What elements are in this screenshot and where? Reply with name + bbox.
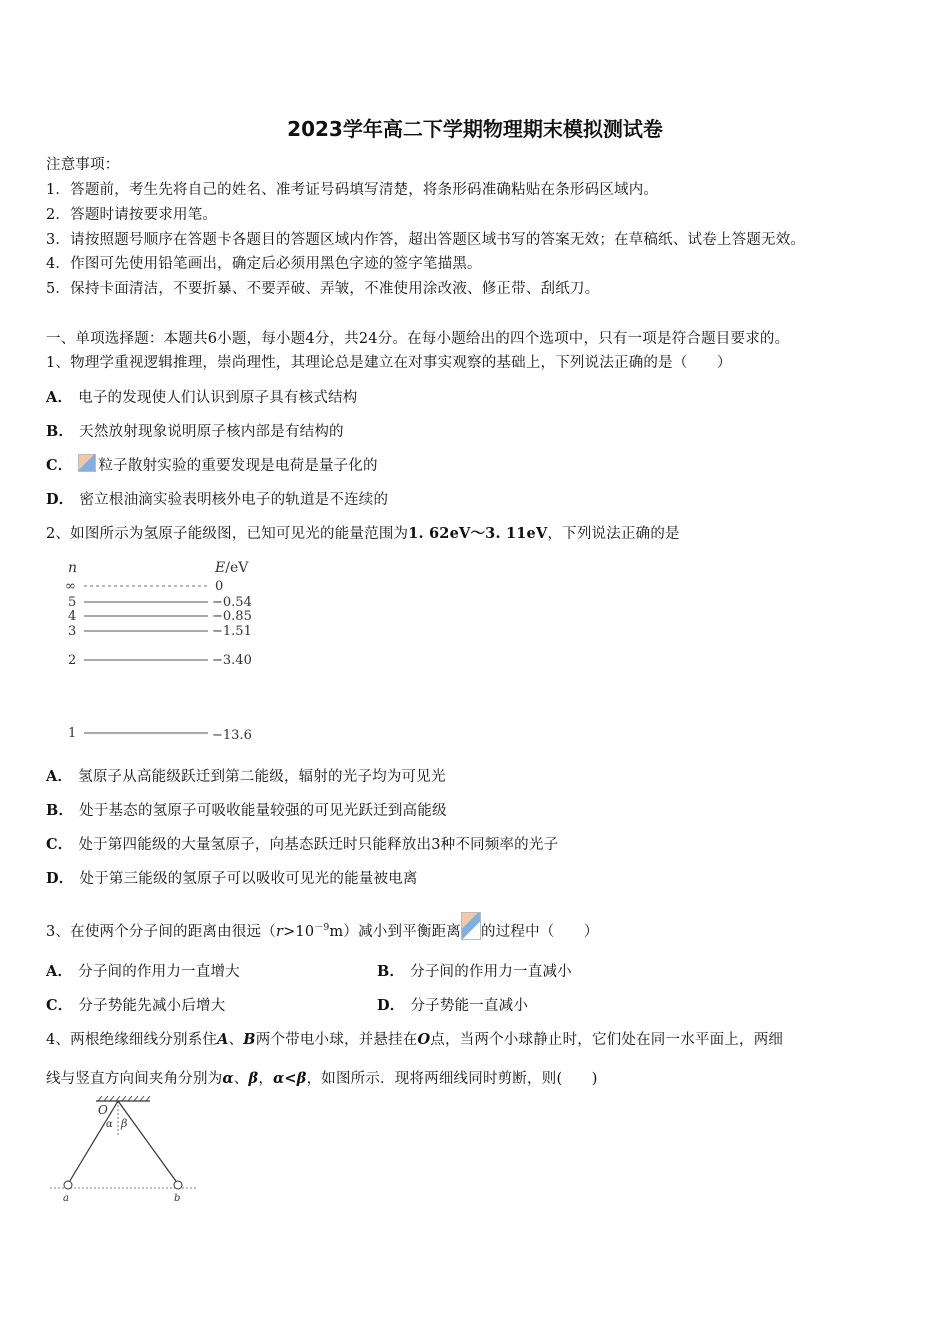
question-1-stem: 1、物理学重视逻辑推理，崇尚理性，其理论总是建立在对事实观察的基础上，下列说法正确的是（ ）	[46, 355, 732, 371]
question-1-option-c	[46, 454, 378, 475]
point-o-label: O	[417, 1031, 431, 1048]
option-text: 处于第三能级的氢原子可以吸收可见光的能量被电离	[79, 871, 418, 887]
energy-axis-label: E/eV	[215, 560, 249, 576]
level-e-1: −13.6	[212, 728, 252, 743]
n-axis-label: n	[68, 560, 78, 576]
stem-text: ，下列说法正确的是	[547, 526, 680, 542]
pendulum-diagram	[46, 1095, 206, 1205]
ball-a	[64, 1181, 72, 1189]
option-label: A．	[46, 768, 73, 785]
notice-item-2: 2．答题时请按要求用笔。	[46, 207, 218, 223]
page-title: 2023学年高二下学期物理期末模拟测试卷	[287, 117, 663, 141]
option-label: C．	[46, 836, 73, 853]
stem-text: 两个带电小球，并悬挂在	[255, 1032, 418, 1048]
energy-range: 1. 62eV～3. 11eV	[408, 525, 548, 542]
option-text: 天然放射现象说明原子核内部是有结构的	[79, 424, 344, 440]
option-text: 密立根油滴实验表明核外电子的轨道是不连续的	[79, 492, 389, 508]
notice-item-5: 5．保持卡面清洁，不要折暴、不要弄破、弄皱，不准使用涂改液、修正带、刮纸刀。	[46, 281, 600, 297]
option-text: 分子间的作用力一直减小	[410, 964, 572, 980]
level-e-5: −0.54	[212, 595, 252, 610]
alpha-symbol: α	[222, 1070, 234, 1087]
question-3-option-c	[46, 994, 225, 1015]
level-e-3: −1.51	[212, 624, 252, 639]
level-n-5: 5	[68, 595, 77, 610]
ball-a-label: A	[217, 1031, 229, 1048]
question-3-option-a	[46, 960, 240, 981]
stem-text: m）减小到平衡距离	[329, 924, 461, 940]
notice-item-4: 4．作图可先使用铅笔画出，确定后必须用黑色字迹的签字笔描黑。	[46, 256, 482, 272]
question-2-option-c	[46, 833, 558, 854]
broken-image-icon	[78, 454, 96, 472]
question-3-stem	[46, 912, 599, 941]
ball-b-label: B	[243, 1031, 256, 1048]
option-text: 处于基态的氢原子可吸收能量较强的可见光跃迁到高能级	[79, 803, 447, 819]
stem-text: 点，当两个小球静止时，它们处在同一水平面上，两细	[430, 1032, 784, 1048]
level-n-4: 4	[68, 609, 77, 624]
question-1-option-d	[46, 488, 388, 509]
option-label: C．	[46, 457, 73, 474]
hydrogen-energy-level-diagram	[60, 555, 280, 750]
stem-text: 、	[228, 1032, 244, 1048]
level-n-1: 1	[68, 726, 77, 741]
option-text: 分子势能一直减小	[410, 998, 529, 1014]
angle-condition: α<β	[273, 1070, 307, 1087]
option-text: 处于第四能级的大量氢原子，向基态跃迁时只能释放出3种不同频率的光子	[78, 837, 559, 853]
option-label: D．	[46, 870, 74, 887]
option-label: A．	[46, 389, 73, 406]
ball-b-label: b	[174, 1193, 181, 1204]
option-label: C．	[46, 997, 73, 1014]
option-label: B．	[46, 802, 74, 819]
question-2-option-d	[46, 867, 418, 888]
string-a	[68, 1101, 118, 1184]
string-b	[118, 1101, 178, 1184]
question-2-option-a	[46, 765, 446, 786]
point-o-label: O	[98, 1103, 108, 1117]
variable-r: r	[275, 924, 284, 940]
level-n-inf: ∞	[65, 579, 76, 594]
stem-text: 2、如图所示为氢原子能级图，已知可见光的能量范围为	[46, 526, 409, 542]
level-n-2: 2	[68, 653, 77, 668]
question-2-stem	[46, 522, 680, 543]
stem-text: 线与竖直方向间夹角分别为	[46, 1071, 223, 1087]
alpha-label: α	[106, 1119, 113, 1130]
question-1-option-b	[46, 420, 344, 441]
stem-text: 的过程中（ ）	[480, 924, 599, 940]
ceiling-hatch	[98, 1096, 150, 1101]
question-4-stem-line-1	[46, 1028, 783, 1049]
section-heading: 一、单项选择题：本题共6小题，每小题4分，共24分。在每小题给出的四个选项中，只有一项是符合题目要求的。	[46, 331, 790, 347]
question-2-option-b	[46, 799, 447, 820]
notice-heading: 注意事项：	[46, 157, 120, 173]
ball-a-label: a	[63, 1193, 69, 1204]
notice-item-3: 3．请按照题号顺序在答题卡各题目的答题区域内作答，超出答题区域书写的答案无效；在草稿纸、试卷上答题无效。	[46, 232, 806, 248]
option-text: 电子的发现使人们认识到原子具有核式结构	[78, 390, 358, 406]
level-e-inf: 0	[215, 579, 224, 594]
question-1-option-a	[46, 386, 357, 407]
beta-symbol: β	[248, 1070, 259, 1087]
option-text: 分子势能先减小后增大	[78, 998, 226, 1014]
option-text: 氢原子从高能级跃迁到第二能级，辐射的光子均为可见光	[78, 769, 446, 785]
option-text: 粒子散射实验的重要发现是电荷是量子化的	[98, 458, 378, 474]
beta-label: β	[121, 1117, 128, 1130]
option-label: A．	[46, 963, 73, 980]
stem-text: 4、两根绝缘细线分别系住	[46, 1032, 218, 1048]
option-text: 分子间的作用力一直增大	[78, 964, 240, 980]
stem-text: 、	[233, 1071, 249, 1087]
question-3-option-b	[377, 960, 572, 981]
notice-item-1: 1．答题前，考生先将自己的姓名、准考证号码填写清楚，将条形码准确粘贴在条形码区域内。	[46, 182, 659, 198]
broken-image-icon	[461, 912, 481, 940]
question-3-option-d	[377, 994, 528, 1015]
level-e-2: −3.40	[212, 653, 252, 668]
level-e-4: −0.85	[212, 609, 252, 624]
question-4-stem-line-2: 线与竖直方向间夹角分别为α、β，α<β，如图所示．现将两细线同时剪断，则( )	[46, 1070, 598, 1087]
ball-b	[174, 1181, 182, 1189]
stem-text: 3、在使两个分子间的距离由很远（	[46, 924, 276, 940]
option-label: B．	[46, 423, 74, 440]
option-label: B．	[377, 963, 405, 980]
exponent: －9	[314, 923, 330, 934]
stem-text: >10	[283, 924, 315, 940]
option-label: D．	[46, 491, 74, 508]
stem-text: ，如图所示．现将两细线同时剪断，则( )	[306, 1071, 598, 1087]
option-label: D．	[377, 997, 405, 1014]
level-n-3: 3	[68, 624, 77, 639]
